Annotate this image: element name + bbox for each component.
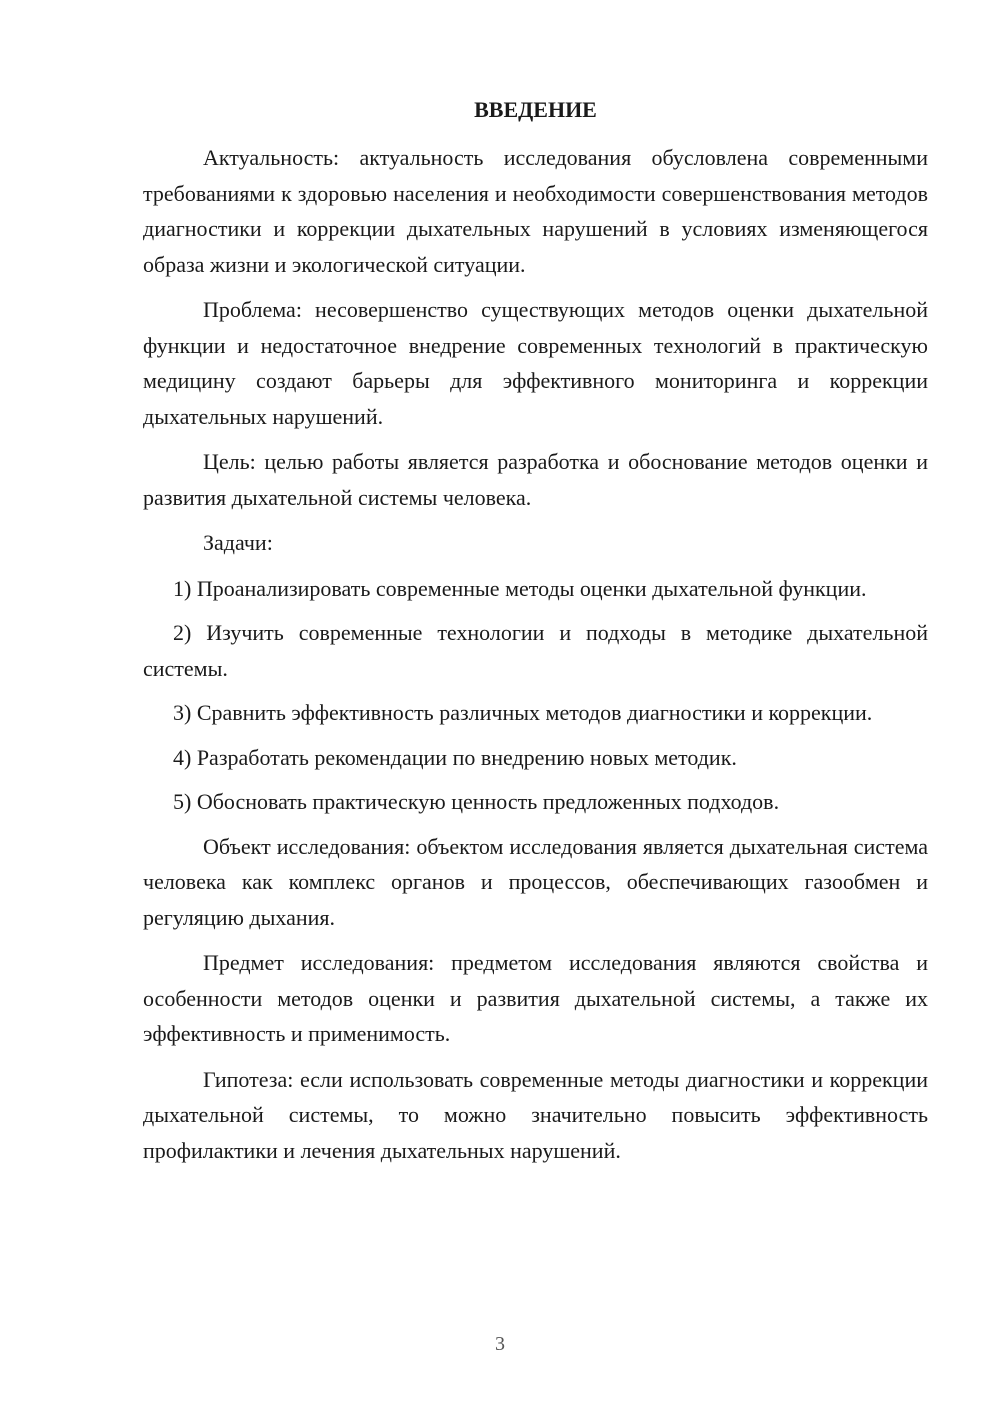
paragraph-goal: Цель: целью работы является разработка и обоснование методов оценки и развития дыхательной системы человека. xyxy=(143,449,928,510)
task-item: 4) Разработать рекомендации по внедрению новых методик. xyxy=(173,744,737,770)
task-item: 1) Проанализировать современные методы оценки дыхательной функции. xyxy=(173,575,867,601)
paragraph-hypothesis: Гипотеза: если использовать современные методы диагностики и коррекции дыхательной системы, то можно значительно повысить эффективность профилактики и лечения дыхательных нарушений. xyxy=(143,1066,928,1163)
paragraph-problem: Проблема: несовершенство существующих методов оценки дыхательной функции и недостаточное внедрение современных технологий в практическую медицину создают барьеры для эффективного мониторинга и коррекции дыхательных нарушений. xyxy=(143,297,928,429)
tasks-heading: Задачи: xyxy=(203,530,273,555)
paragraph-relevance: Актуальность: актуальность исследования обусловлена современными требованиями к здоровью населения и необходимости совершенствования методов диагностики и коррекции дыхательных нарушений в условиях изменяющегося образа жизни и экологической ситуации. xyxy=(143,145,928,277)
task-item: 3) Сравнить эффективность различных методов диагностики и коррекции. xyxy=(173,700,873,725)
section-title: ВВЕДЕНИЕ xyxy=(474,97,597,122)
paragraph-subject: Предмет исследования: предметом исследования являются свойства и особенности методов оценки и развития дыхательной системы, а также их эффективность и применимость. xyxy=(143,950,928,1046)
task-item: 2) Изучить современные технологии и подходы в методике дыхательной системы. xyxy=(143,620,928,681)
task-item: 5) Обосновать практическую ценность предложенных подходов. xyxy=(173,789,780,814)
paragraph-object: Объект исследования: объектом исследования является дыхательная система человека как комплекс органов и процессов, обеспечивающих газообмен и регуляцию дыхания. xyxy=(143,833,928,930)
page-number: 3 xyxy=(495,1333,505,1355)
document-page xyxy=(143,92,928,1178)
